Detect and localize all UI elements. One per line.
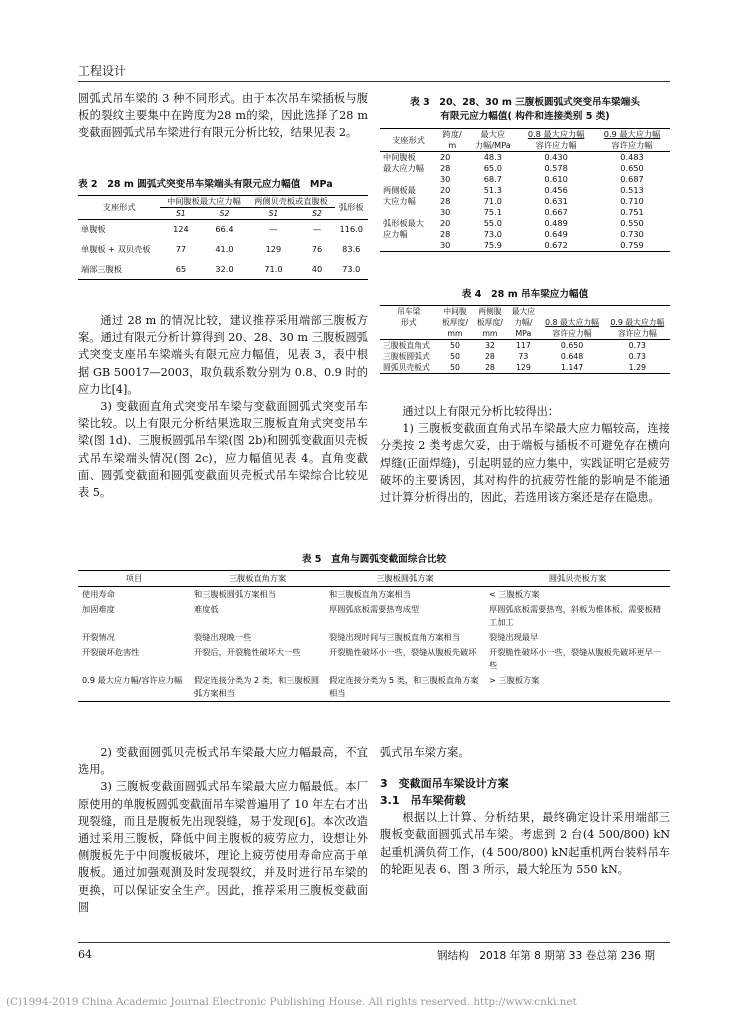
right-paragraph-1: 通过以上有限元分析比较得出： (402, 405, 560, 418)
bottom-left-paragraph-2: 3) 三腹板变截面圆弧式吊车梁最大应力幅最低。本厂原使用的单腹板圆弧变截面吊车梁普遍用了 10 年左右才出现裂缝，而且是腹板先出现裂缝，易于发现[6]。本次改造通过采用三腹板，降低中间主腹板的疲劳应力，设想让外侧腹板先于中间腹板破坏，理论上疲劳使用寿命应高于单腹板。通过加强观测及时发现裂纹，并及时进行吊车梁的更换，可以保证安全生产。因此，推荐采用三腹板变截面圆 (78, 780, 368, 914)
table4-header: 吊车梁 (397, 307, 421, 316)
table4-header: 板厚度/ (476, 318, 503, 327)
table-row (380, 152, 670, 164)
table3-cell: 30 (439, 174, 451, 184)
table4-header: 力幅/ (514, 318, 533, 327)
table2-caption: 表 2 28 m 圆弧式突变吊车梁端头有限元应力幅值 MPa (78, 179, 333, 190)
table3-cell: 0.672 (544, 240, 568, 250)
table-row (78, 240, 368, 260)
table3-cell: 28 (439, 163, 451, 173)
table2-sub-s1: S1 (176, 209, 186, 218)
table3-cell: 0.631 (544, 196, 568, 206)
table5-cell: 使用寿命 (82, 589, 115, 599)
table4-cell: 32 (484, 341, 495, 350)
table3-cell: 51.3 (483, 185, 502, 195)
table4-cell: 0.648 (560, 352, 584, 361)
table5-cell: 假定连接分类为 2 类，和三腹板圆弧方案相当 (194, 675, 320, 698)
table5-cell: 开裂后，开裂脆性破坏大一些 (194, 647, 301, 657)
table2-header-side: 两侧贝壳板或直腹板 (247, 196, 334, 208)
table3-cell: 0.578 (544, 163, 568, 173)
table5-caption: 表 5 直角与圆弧变截面综合比较 (301, 554, 447, 565)
table-row (380, 351, 670, 362)
table3-header-max-unit: 力幅/MPa (474, 140, 511, 150)
table5 (78, 570, 670, 702)
table4-header: 板厚度/ (441, 318, 468, 327)
table2-cell: — (312, 224, 322, 235)
table2-header-mid: 中间腹板最大应力幅 (160, 196, 247, 208)
table2-sub-s1b: S1 (268, 209, 279, 218)
table3-cell: 0.513 (620, 185, 644, 195)
table5-cell: < 三腹板方案 (489, 589, 540, 599)
table3-cell: 68.7 (483, 174, 502, 184)
table4 (380, 305, 670, 374)
table-row (78, 220, 368, 240)
table2-cell: 65 (175, 263, 187, 274)
table3-caption-line2: 有限元应力幅值( 构件和连接类别 5 类) (440, 111, 610, 122)
table2-cell: 单腹板 (81, 224, 106, 235)
table-row (380, 174, 670, 185)
table3-cell (380, 240, 437, 252)
table5-cell: 和三腹板圆弧方案相当 (194, 589, 276, 599)
running-header: 工程设计 (78, 64, 127, 78)
table3-cell: 0.483 (620, 152, 644, 162)
table4-header-blank (380, 328, 438, 340)
table3-header-max: 最大应 (480, 129, 506, 139)
table5-header: 项目 (125, 573, 143, 583)
table5-cell: 开裂脆性破坏小一些，裂缝从腹板先破坏更早一些 (489, 647, 661, 670)
bottom-right-paragraph-2: 根据以上计算、分析结果，最终确定设计采用端部三腹板变截面圆弧式吊车梁。考虑到 2 台(4 500/800) kN起重机满负荷工作，(4 500/800) kN起重机两台装料吊车的轮距见表 6、图 3 所示，最大轮压为 550 kN。 (380, 811, 670, 876)
table3-cell: 75.9 (483, 240, 502, 250)
table4-header-blank (539, 306, 604, 318)
table2-cell: 124 (173, 224, 189, 235)
table3-header-support: 支座形式 (380, 129, 437, 152)
table2-sub-s2: S2 (219, 209, 230, 218)
table4-cell: 28 (484, 363, 495, 372)
table-row (380, 340, 670, 352)
table5-cell: 裂缝出现时间与三腹板直角方案相当 (329, 632, 461, 642)
table2-header-support: 支座形式 (78, 196, 160, 220)
table2-cell: 129 (265, 244, 282, 254)
table3-header-r08: 0.8 最大应力幅 (527, 129, 585, 139)
table-row (78, 602, 670, 630)
header-divider (78, 81, 670, 82)
table-row (380, 196, 670, 207)
table-row (380, 229, 670, 240)
table4-cell: 129 (515, 363, 531, 372)
table5-cell: 0.9 最大应力幅/容许应力幅 (82, 675, 183, 685)
table3-cell: 48.3 (483, 152, 502, 162)
table4-cell: 1.147 (560, 363, 584, 372)
table-row (78, 260, 368, 280)
table4-header: 形式 (400, 318, 417, 327)
table4-cell: 0.650 (560, 341, 584, 350)
table4-header: 0.9 最大应力幅 (610, 318, 665, 327)
table3-cell: 应力幅 (383, 229, 408, 239)
table3-cell: 0.550 (620, 218, 644, 228)
table4-header: 容许应力幅 (552, 329, 592, 338)
table-row (380, 362, 670, 374)
table-row (78, 645, 670, 673)
table4-header: MPa (515, 329, 532, 338)
table2-cell: 40 (311, 263, 323, 274)
table4-cell: 50 (450, 352, 460, 361)
subsection-heading: 3.1 吊车梁荷载 (380, 794, 466, 808)
table5-cell: 裂缝出现最早 (489, 632, 539, 642)
right-column-bottom (380, 744, 670, 878)
table3-cell: 20 (439, 185, 451, 195)
table2-cell: 端部三腹板 (81, 263, 122, 274)
table3-cell: 55.0 (483, 218, 502, 228)
table2-cell: 77 (175, 244, 187, 254)
bottom-left-paragraph-1: 2) 变截面圆弧贝壳板式吊车梁最大应力幅最高，不宜选用。 (78, 746, 368, 777)
table4-header: 容许应力幅 (617, 329, 657, 338)
table5-cell: 裂缝出现晚一些 (194, 632, 252, 642)
table3-cell: 0.489 (544, 218, 568, 228)
table5-cell: 开裂情况 (82, 632, 115, 642)
table3-cell: 73.0 (483, 229, 502, 239)
table4-header: 中间腹 (443, 307, 467, 316)
table4-cell: 三腹板圆弧式 (383, 352, 430, 361)
table2-cell: 76 (311, 244, 323, 254)
table3-cell: 两侧板最 (383, 185, 416, 195)
table2-cell: 单腹板 + 双贝壳板 (81, 244, 151, 254)
table5-cell: 加固难度 (82, 604, 115, 614)
table3-header-span: 跨度/ (442, 129, 462, 139)
table5-header: 圆弧贝壳板方案 (548, 573, 607, 583)
table3-header-r08-denom: 容许应力幅 (535, 140, 577, 150)
table4-cell: 0.73 (628, 352, 647, 361)
table2-cell: 66.4 (215, 224, 234, 235)
table3-cell: 0.667 (544, 207, 568, 217)
table-row (380, 240, 670, 252)
table2-cell: 41.0 (215, 244, 234, 254)
table3-cell: 30 (439, 207, 451, 217)
table-row (380, 218, 670, 229)
table2-cell: 32.0 (215, 263, 234, 274)
table4-header: mm (482, 329, 498, 338)
table2-cell: 83.6 (342, 244, 361, 254)
table3-cell: 28 (439, 229, 451, 239)
table3-cell: 0.751 (620, 207, 644, 217)
right-column-middle (380, 403, 670, 506)
table3-cell (380, 207, 437, 218)
table2-cell: 116.0 (339, 224, 363, 235)
table3-header-r09: 0.9 最大应力幅 (603, 129, 661, 139)
table3-cell (380, 174, 437, 185)
left-paragraph-2: 通过 28 m 的情况比较，建议推荐采用端部三腹板方案。通过有限元分析计算得到 20、28、30 m 三腹板圆弧式突变支座吊车梁端头有限元应力幅值，见表 3，表中根据 GB 50017—2003，取负载系数分别为 0.8、0.9 时的应力比[4]。 (78, 314, 368, 396)
table4-cell: 50 (450, 341, 460, 350)
table-row (78, 673, 670, 702)
table3-cell: 65.0 (483, 163, 502, 173)
table3-cell: 20 (439, 218, 451, 228)
table3-cell: 0.687 (620, 174, 644, 184)
table3-cell: 71.0 (483, 196, 502, 206)
table3-cell: 0.649 (544, 229, 568, 239)
journal-info: 钢结构 2018 年第 8 期第 33 卷总第 236 期 (436, 950, 655, 962)
table-row (380, 207, 670, 218)
table3-cell: 75.1 (483, 207, 502, 217)
left-column-top (78, 90, 368, 142)
table-row (380, 163, 670, 174)
table5-header: 三腹板直角方案 (228, 573, 287, 583)
left-column-bottom (78, 744, 368, 916)
table3-header-r09-denom: 容许应力幅 (611, 140, 653, 150)
table3-cell: 0.759 (620, 240, 644, 250)
table4-cell: 三腹板直角式 (383, 341, 430, 350)
table5-header: 三腹板圆弧方案 (376, 573, 434, 583)
table-row (380, 185, 670, 196)
table4-cell: 0.73 (628, 341, 647, 350)
table4-cell: 50 (450, 363, 460, 372)
table3-cell: 28 (439, 196, 451, 206)
table3-cell: 中间腹板 (383, 152, 416, 162)
table3-cell: 0.730 (620, 229, 644, 239)
table4-header: 最大应 (511, 307, 536, 316)
table5-cell: 和三腹板直角方案相当 (329, 589, 411, 599)
table5-cell: 开裂脆性破坏小一些，裂缝从腹板先破坏 (329, 647, 477, 657)
table5-cell: 厚圆弧底板需要热弯，斜板为椎体板，需要板精工加工 (489, 604, 661, 627)
left-paragraph-3: 3) 变截面直角式突变吊车梁与变截面圆弧式突变吊车梁比较。以上有限元分析结果选取三腹板直角式突变吊车梁(图 1d)、三腹板圆弧吊车梁(图 2b)和圆弧变截面贝壳板式吊车梁端头情况(图 2c)，应力幅值见表 4。直角变截面、圆弧变截面和圆弧变截面贝壳板式吊车梁综合比较见表 5。 (78, 400, 368, 500)
table3-cell: 最大应力幅 (383, 163, 424, 173)
table3-header-span-unit: m (448, 140, 457, 150)
table3-cell: 30 (439, 240, 451, 250)
table5-cell: 厚圆弧底板需要热弯成型 (329, 604, 420, 614)
table3-cell: 0.456 (544, 185, 568, 195)
table-row (78, 587, 670, 603)
table4-header: mm (447, 329, 463, 338)
table3-cell: 大应力幅 (383, 196, 416, 206)
table2-cell: 73.0 (342, 263, 361, 274)
bottom-right-paragraph-1: 弧式吊车梁方案。 (380, 746, 470, 759)
table5-cell: 难度低 (194, 604, 219, 614)
copyright-notice: (C)1994-2019 China Academic Journal Electronic Publishing House. All rights reserved. http://www.cnki.net (6, 996, 577, 1008)
table3-cell: 0.710 (620, 196, 644, 206)
table4-cell: 28 (484, 352, 495, 361)
table4-cell: 73 (518, 352, 529, 361)
table3-cell: 0.610 (544, 174, 568, 184)
table2-cell: 71.0 (264, 263, 283, 274)
table2-cell: — (269, 224, 278, 235)
section-heading: 3 变截面吊车梁设计方案 (380, 777, 509, 791)
table2-header-arc: 弧形板 (335, 196, 368, 220)
table4-caption: 表 4 28 m 吊车梁应力幅值 (461, 289, 589, 300)
table2 (78, 195, 368, 280)
table4-cell: 圆弧贝壳板式 (383, 363, 430, 372)
table3-caption-line1: 表 3 20、28、30 m 三腹板圆弧式突变吊车梁端头 (410, 97, 640, 108)
table3-cell: 20 (439, 152, 451, 162)
footer-divider (78, 942, 670, 943)
right-paragraph-2: 1) 三腹板变截面直角式吊车梁最大应力幅较高，连接分类按 2 类考虑欠妥，由于端板与插板不可避免存在横向焊缝(正面焊缝)，引起明显的应力集中，实践证明它是疲劳破坏的主要诱因，其对构件的抗疲劳性能的影响是不能通过计算分析得出的，因此，若选用该方案还是存在隐患。 (380, 422, 670, 505)
table2-sub-s2b: S2 (312, 209, 322, 218)
table4-header: 两侧腹 (478, 307, 502, 316)
table4-header: 0.8 最大应力幅 (545, 318, 599, 327)
left-column-middle (78, 312, 368, 501)
table3-cell: 0.430 (544, 152, 568, 162)
table4-header-blank (605, 306, 670, 318)
table4-cell: 117 (515, 341, 531, 350)
table5-cell: 开裂破坏危害性 (82, 647, 140, 657)
table4-cell: 1.29 (628, 363, 647, 372)
page-number: 64 (78, 948, 92, 961)
table5-cell: 假定连接分类为 5 类，和三腹板直角方案相当 (329, 675, 479, 698)
table3-cell: 弧形板最大 (383, 218, 424, 228)
table3-cell: 0.650 (620, 163, 644, 173)
table-row (78, 630, 670, 645)
table5-cell: > 三腹板方案 (489, 675, 540, 685)
left-paragraph-1: 圆弧式吊车梁的 3 种不同形式。由于本次吊车梁插板与腹板的裂纹主要集中在跨度为28 m的梁，因此选择了28 m变截面圆弧式吊车梁进行有限元分析比较，结果见表 2。 (78, 92, 368, 140)
table3 (380, 128, 670, 252)
